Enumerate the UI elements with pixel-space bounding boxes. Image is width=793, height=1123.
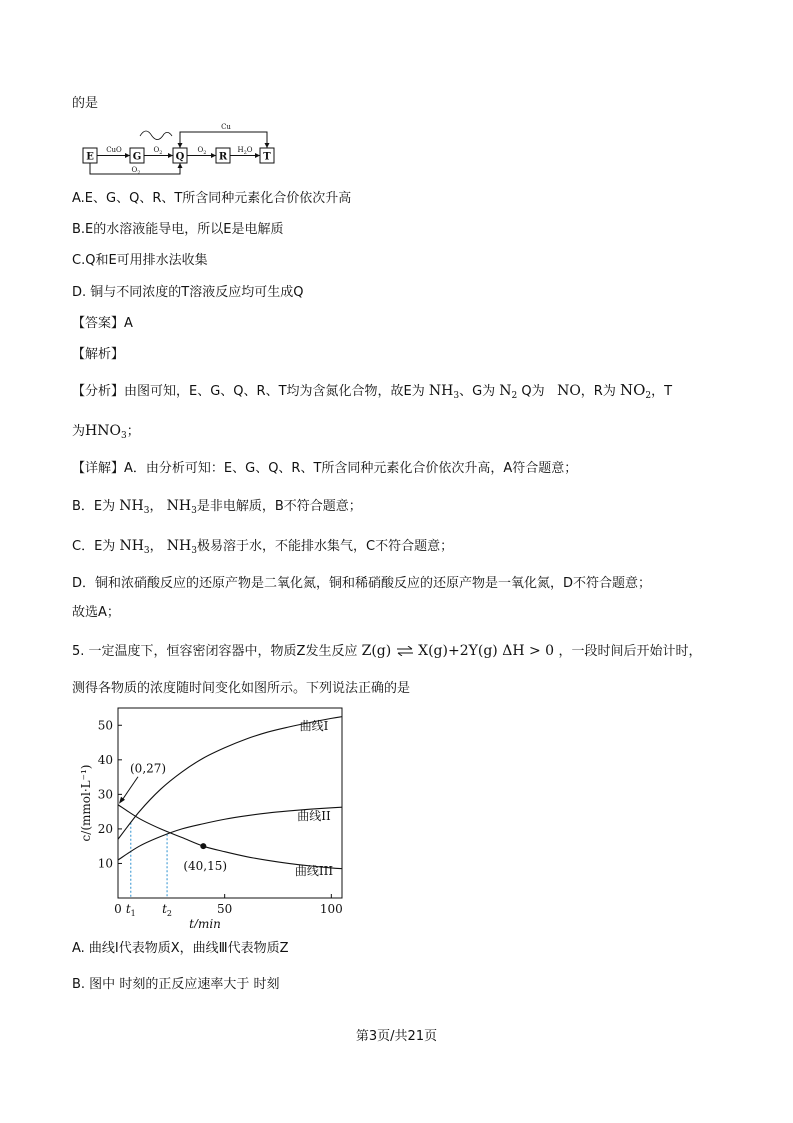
x-axis-label: t/min (189, 917, 221, 928)
formula-nh3: $NH_3$ (428, 383, 460, 401)
formula-no: NO (557, 383, 581, 399)
annotation-arrow (121, 777, 138, 802)
y-tick-label: 50 (97, 718, 113, 733)
formula-n2: $N_2$ (499, 383, 518, 401)
xiangjie-a (72, 460, 577, 478)
fenxi-text: 由图可知，E、G、Q、R、T均为含氮化合物，故E为 (124, 384, 425, 399)
series-label: 曲线II (297, 809, 331, 823)
y-tick-label: 10 (97, 856, 113, 871)
x-tick-label: 0 (114, 902, 122, 916)
special-tick-label: $t_2$ (162, 902, 173, 918)
fenxi-t: ，T (651, 384, 673, 399)
y-tick-label: 20 (97, 821, 113, 836)
formula-no2: $NO_2$ (619, 381, 652, 401)
reaction-scheme (78, 118, 288, 178)
conclusion: 故选A； (72, 605, 120, 620)
series-label: 曲线I (299, 719, 329, 733)
fenxi-label: 【分析】 (72, 384, 125, 399)
fenxi-line (72, 381, 672, 405)
xiangjie-c (72, 537, 453, 560)
b-suffix: 是非电解质，B不符合题意； (196, 499, 362, 514)
jiexi-label: 【解析】 (72, 347, 125, 362)
q5-line-1 (72, 642, 702, 661)
semicolon: ； (126, 424, 140, 439)
xiangjie-d: D．铜和浓硝酸反应的还原产物是二氧化氮，铜和稀硝酸反应的还原产物是一氧化氮，D不符合题意； (72, 576, 652, 591)
xiangjie-a-text: A．由分析可知：E、G、Q、R、T所含同种元素化合价依次升高，A符合题意； (124, 461, 578, 476)
comma-b: ， (149, 499, 163, 514)
node-e: E (86, 151, 94, 163)
data-point (200, 843, 206, 849)
fenxi-g: 、G为 (459, 384, 496, 399)
label-q-r-o2: $O_2$ (197, 146, 207, 156)
option-c: C.Q和E可用排水法收集 (72, 253, 208, 268)
equilibrium-arrow-icon (396, 646, 414, 656)
x-tick-label: 50 (217, 902, 233, 916)
answer-label: 【答案】 (72, 316, 125, 331)
xiangjie-label: 【详解】 (72, 461, 125, 476)
q5-text-2: ，一段时间后开始计时， (558, 644, 702, 659)
annotation-label: (0,27) (130, 761, 167, 776)
b-prefix: B．E为 (72, 499, 116, 514)
intro-text: 的是 (72, 96, 99, 111)
fenxi-line-2 (72, 422, 140, 445)
formula-nh3-c1: $NH_3$ (119, 538, 150, 556)
y-tick-label: 30 (97, 787, 113, 802)
x-tick-label: 100 (319, 902, 343, 916)
special-tick-label: $t_1$ (125, 902, 136, 918)
annotation-label: (40,15) (183, 859, 228, 874)
series-label: 曲线III (294, 864, 334, 878)
answer-line (72, 315, 133, 333)
comma-c: ， (149, 539, 163, 554)
formula-nh3-b2: $NH_3$ (166, 498, 197, 516)
formula-hno3: $HNO_3$ (85, 423, 127, 441)
fenxi-q: Q为 (521, 384, 545, 399)
c-prefix: C．E为 (72, 539, 116, 554)
q5-line-2: 测得各物质的浓度随时间变化如图所示。下列说法正确的是 (72, 681, 411, 696)
node-g: G (132, 151, 142, 163)
option-b: B.E的水溶液能导电，所以E是电解质 (72, 222, 284, 237)
fenxi-r: ，R为 (580, 384, 616, 399)
xiangjie-b (72, 497, 362, 520)
node-r: R (218, 151, 228, 163)
label-bottom-o2: $O_2$ (131, 166, 141, 176)
node-t: T (263, 151, 271, 163)
label-cuo: CuO (106, 146, 122, 154)
q5-option-b: B. 图中 时刻的正反应速率大于 时刻 (72, 977, 280, 992)
page-footer: 第3页/共21页 (355, 1029, 438, 1044)
formula-nh3-b1: $NH_3$ (119, 498, 150, 516)
reaction-equation: Z(g) X(g)+2Y(g) ΔH > 0 (361, 643, 555, 659)
label-r-t-h2o: $H_2O$ (237, 146, 253, 156)
formula-nh3-c2: $NH_3$ (166, 538, 197, 556)
c-suffix: 极易溶于水，不能排水集气，C不符合题意； (197, 539, 454, 554)
concentration-chart (76, 700, 356, 928)
option-d: D. 铜与不同浓度的T溶液反应均可生成Q (72, 285, 304, 300)
label-cu: Cu (221, 123, 231, 131)
q5-option-a: A. 曲线Ⅰ代表物质X，曲线Ⅲ代表物质Z (72, 941, 289, 956)
option-a: A.E、G、Q、R、T所含同种元素化合价依次升高 (72, 191, 352, 206)
label-g-q-o2: $O_2$ (153, 146, 163, 156)
answer-value: A (124, 316, 133, 331)
wei: 为 (72, 424, 86, 439)
node-q: Q (175, 151, 185, 163)
q5-text-1: 5. 一定温度下，恒容密闭容器中，物质Z发生反应 (72, 644, 358, 659)
y-tick-label: 40 (97, 752, 113, 767)
y-axis-label: c/(mmol·L⁻¹) (79, 764, 93, 842)
